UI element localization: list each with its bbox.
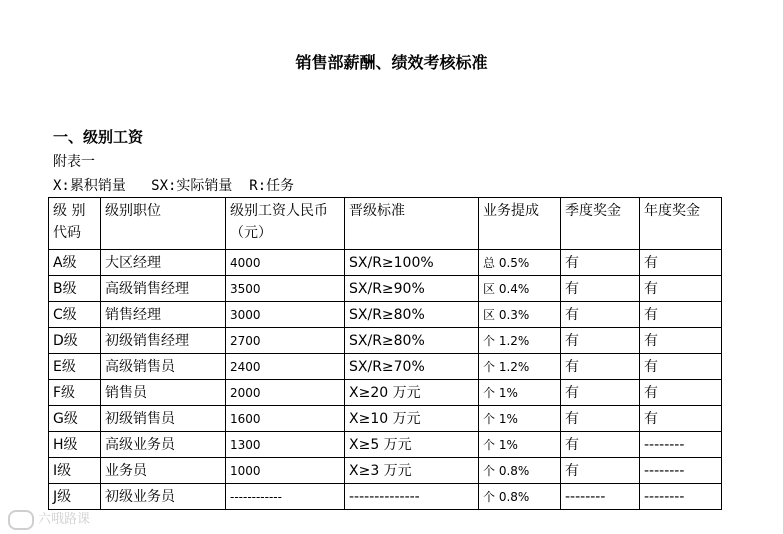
cell-quarterly-bonus: 有 [561,302,640,328]
cell-quarterly-bonus: 有 [561,354,640,380]
section-heading: 一、级别工资 [53,128,144,146]
cell-quarterly-bonus: 有 [561,328,640,354]
cell-salary: 1000 [226,458,345,484]
cell-position: 初级销售经理 [101,328,226,354]
cell-commission: 个 1% [479,380,561,406]
grade-salary-table [48,197,722,510]
cell-position: 高级业务员 [101,432,226,458]
cell-commission: 个 1.2% [479,354,561,380]
cell-grade-code: B级 [49,276,101,302]
cell-promotion-standard: SX/R≥80% [345,328,479,354]
header-commission: 业务提成 [479,198,561,250]
cell-position: 高级销售经理 [101,276,226,302]
cell-position: 初级销售员 [101,406,226,432]
cell-annual-bonus: 有 [640,328,722,354]
cell-commission: 区 0.4% [479,276,561,302]
cell-promotion-standard: X≥10 万元 [345,406,479,432]
cell-quarterly-bonus: 有 [561,406,640,432]
header-quarterly-bonus: 季度奖金 [561,198,640,250]
table-row [49,250,722,276]
cell-annual-bonus: 有 [640,380,722,406]
cell-grade-code: D级 [49,328,101,354]
cell-annual-bonus: -------- [640,432,722,458]
cell-commission: 个 0.8% [479,458,561,484]
cell-salary: 2000 [226,380,345,406]
cell-salary: 3500 [226,276,345,302]
cell-position: 业务员 [101,458,226,484]
cell-promotion-standard: SX/R≥70% [345,354,479,380]
cell-salary: 1300 [226,432,345,458]
cell-salary: 4000 [226,250,345,276]
cell-annual-bonus: 有 [640,354,722,380]
watermark [8,508,90,530]
cell-commission: 个 1% [479,432,561,458]
table-row [49,354,722,380]
cell-annual-bonus: -------- [640,458,722,484]
legend-line: X:累积销量 SX:实际销量 R:任务 [53,178,295,194]
header-position: 级别职位 [101,198,226,250]
header-promotion-standard: 晋级标准 [345,198,479,250]
cell-grade-code: C级 [49,302,101,328]
header-annual-bonus: 年度奖金 [640,198,722,250]
header-grade-code: 级 别代码 [49,198,101,250]
cell-grade-code: H级 [49,432,101,458]
cell-quarterly-bonus: 有 [561,276,640,302]
cell-quarterly-bonus: -------- [561,484,640,510]
watermark-logo-icon [8,510,34,530]
cell-promotion-standard: SX/R≥80% [345,302,479,328]
cell-promotion-standard: SX/R≥100% [345,250,479,276]
table-row [49,380,722,406]
cell-commission: 个 0.8% [479,484,561,510]
table-row [49,276,722,302]
watermark-text: 六哦路课 [38,512,91,527]
table-row [49,432,722,458]
cell-promotion-standard: -------------- [345,484,479,510]
cell-promotion-standard: X≥20 万元 [345,380,479,406]
cell-promotion-standard: X≥5 万元 [345,432,479,458]
cell-commission: 个 1% [479,406,561,432]
cell-promotion-standard: X≥3 万元 [345,458,479,484]
cell-grade-code: J级 [49,484,101,510]
cell-commission: 个 1.2% [479,328,561,354]
table-row [49,458,722,484]
cell-annual-bonus: 有 [640,276,722,302]
table-row [49,328,722,354]
table-row [49,484,722,510]
table-row [49,302,722,328]
cell-position: 初级业务员 [101,484,226,510]
cell-grade-code: A级 [49,250,101,276]
cell-position: 销售员 [101,380,226,406]
cell-salary: 2700 [226,328,345,354]
cell-grade-code: G级 [49,406,101,432]
cell-salary: 3000 [226,302,345,328]
cell-commission: 总 0.5% [479,250,561,276]
cell-quarterly-bonus: 有 [561,458,640,484]
cell-position: 销售经理 [101,302,226,328]
cell-grade-code: I级 [49,458,101,484]
cell-annual-bonus: 有 [640,406,722,432]
table-header-row [49,198,722,250]
cell-quarterly-bonus: 有 [561,250,640,276]
cell-salary: ------------ [226,484,345,510]
cell-grade-code: E级 [49,354,101,380]
cell-annual-bonus: 有 [640,302,722,328]
cell-grade-code: F级 [49,380,101,406]
table-row [49,406,722,432]
cell-salary: 1600 [226,406,345,432]
cell-quarterly-bonus: 有 [561,432,640,458]
header-salary: 级别工资人民币（元） [226,198,345,250]
cell-quarterly-bonus: 有 [561,380,640,406]
cell-annual-bonus: -------- [640,484,722,510]
cell-position: 大区经理 [101,250,226,276]
cell-commission: 区 0.3% [479,302,561,328]
cell-promotion-standard: SX/R≥90% [345,276,479,302]
cell-salary: 2400 [226,354,345,380]
cell-annual-bonus: 有 [640,250,722,276]
document-title: 销售部薪酬、绩效考核标准 [295,53,488,72]
cell-position: 高级销售员 [101,354,226,380]
appendix-label: 附表一 [53,154,95,170]
